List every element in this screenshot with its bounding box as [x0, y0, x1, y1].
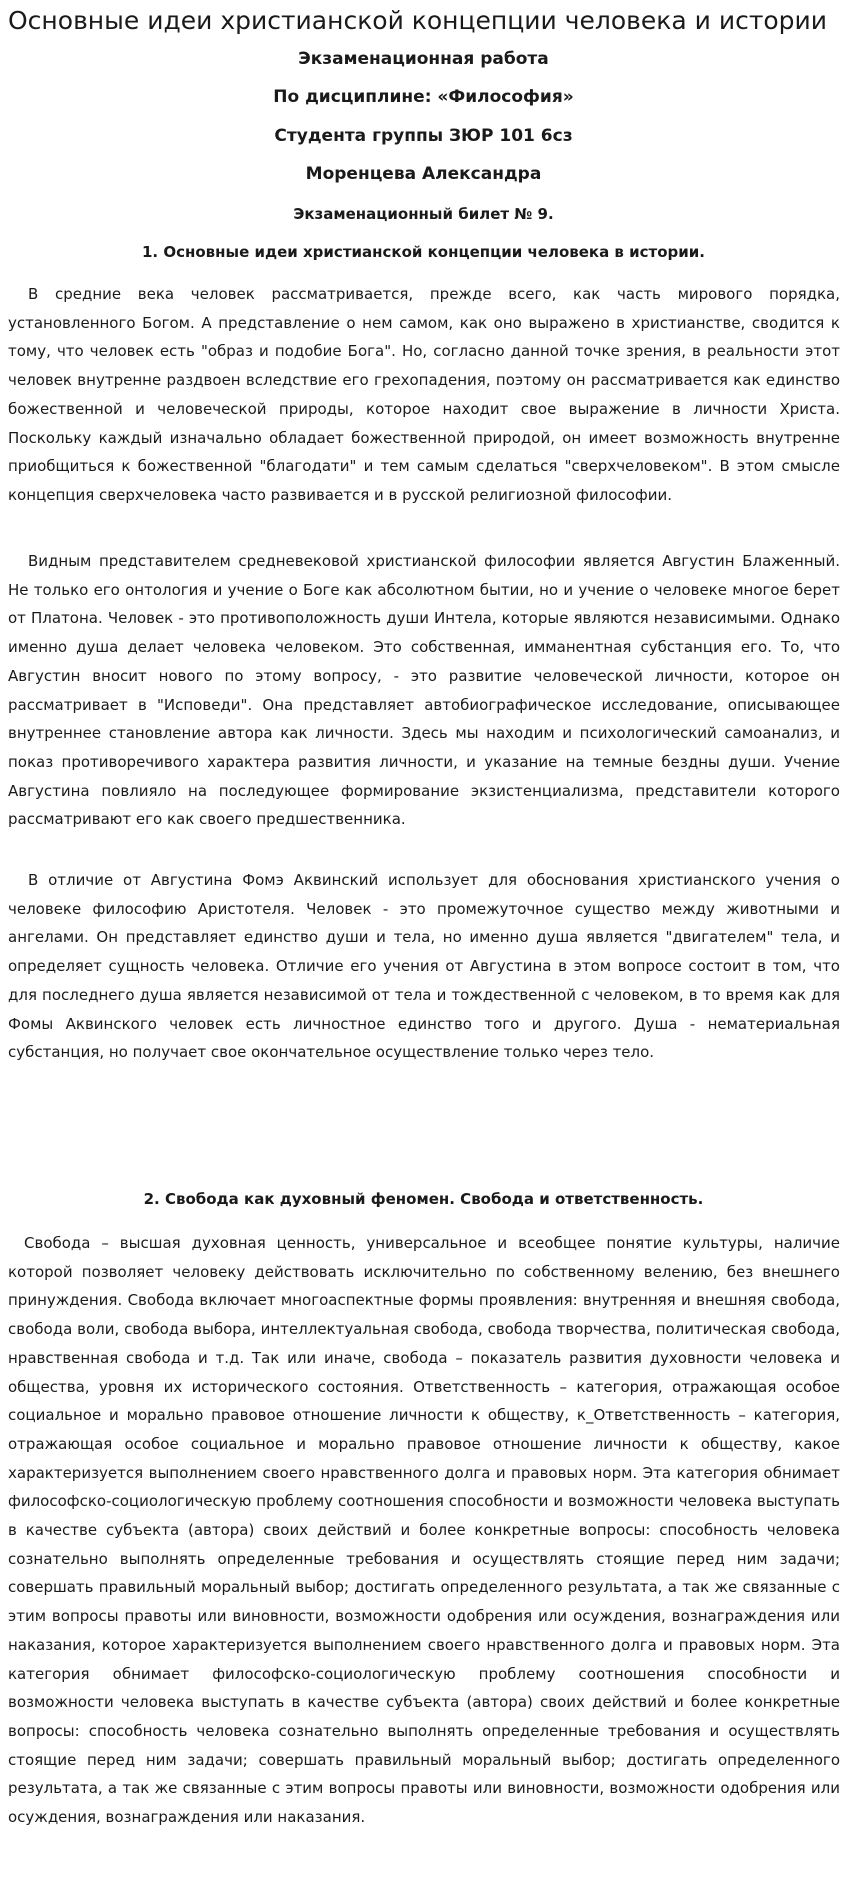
student-group-line: Студента группы ЗЮР 101 6сз	[274, 126, 573, 146]
section-1-heading: 1. Основные идеи христианской концепции человека в истории.	[141, 243, 706, 261]
section-1-paragraph: Видным представителем средневековой христианской философии является Августин Блаженный. Не только его онтология и учение о Боге как абсолютном бытии, но и учение о человеке многое берет от Платона. Человек - это противоположность души Интела, которые являются независимыми. Однако именно душа делает человека человеком. Это собственная, имманентная субстанция его. То, что Августин вносит нового по этому вопросу, - это развитие человеческой личности, которое он рассматривает в "Исповеди". Она представляет автобиографическое исследование, описывающее внутреннее становление автора как личности. Здесь мы находим и психологический самоанализ, и показ противоречивого характера развития личности, и указание на темные бездны души. Учение Августина повлияло на последующее формирование экзистенциализма, представители которого рассматривают его как своего предшественника.	[8, 552, 840, 829]
page-title: Основные идеи христианской концепции человека и истории	[8, 6, 828, 35]
section-1-paragraph: В отличие от Августина Фомэ Аквинский использует для обоснования христианского учения о человеке философию Аристотеля. Человек - это промежуточное существо между животными и ангелами. Он представляет единство души и тела, но именно душа является "двигателем" тела, и определяет сущность человека. Отличие его учения от Августина в этом вопросе состоит в том, что для последнего душа является независимой от тела и тождественной с человеком, в то время как для Фомы Аквинского человек есть личностное единство того и другого. Душа - нематериальная субстанция, но получает свое окончательное осуществление только через тело.	[8, 871, 840, 1062]
student-name: Моренцева Александра	[305, 164, 542, 184]
section-2-heading: 2. Свобода как духовный феномен. Свобода и ответственность.	[143, 1190, 704, 1208]
discipline-line: По дисциплине: «Философия»	[273, 87, 574, 107]
ticket-number: Экзаменационный билет № 9.	[293, 205, 554, 223]
section-2-paragraph: Свобода – высшая духовная ценность, универсальное и всеобщее понятие культуры, наличие которой позволяет человеку действовать исключительно по собственному велению, без внешнего принуждения. Свобода включает многоаспектные формы проявления: внутренняя и внешняя свобода, свобода воли, свобода выбора, интеллектуальная свобода, свобода творчества, политическая свобода, нравственная свобода и т.д. Так или иначе, свобода – показатель развития духовности человека и общества, уровня их исторического состояния. Ответственность – категория, отражающая особое социальное и морально правовое отношение личности к обществу, к_Ответственность – категория, отражающая особое социальное и морально правовое отношение личности к обществу, какое характеризуется выполнением своего нравственного долга и правовых норм. Эта категория обнимает философско-социологическую проблему соотношения способности и возможности человека выступать в качестве субъекта (автора) своих действий и более конкретные вопросы: способность человека сознательно выполнять определенные требования и осуществлять стоящие перед ним задачи; совершать правильный моральный выбор; достигать определенного результата, а так же связанные с этим вопросы правоты или виновности, возможности одобрения или осуждения, вознаграждения или наказания, которое характеризуется выполнением своего нравственного долга и правовых норм. Эта категория обнимает философско-социологическую проблему соотношения способности и возможности человека выступать в качестве субъекта (автора) своих действий и более конкретные вопросы: способность человека сознательно выполнять определенные требования и осуществлять стоящие перед ним задачи; совершать правильный моральный выбор; достигать определенного результата, а так же связанные с этим вопросы правоты или виновности, возможности одобрения или осуждения, вознаграждения или наказания.	[8, 1234, 840, 1827]
section-1-paragraph: В средние века человек рассматривается, прежде всего, как часть мирового порядка, установленного Богом. А представление о нем самом, как оно выражено в христианстве, сводится к тому, что человек есть "образ и подобие Бога". Но, согласно данной точке зрения, в реальности этот человек внутренне раздвоен вследствие его грехопадения, поэтому он рассматривается как единство божественной и человеческой природы, которое находит свое выражение в личности Христа. Поскольку каждый изначально обладает божественной природой, он имеет возможность внутренне приобщиться к божественной "благодати" и тем самым сделаться "сверхчеловеком". В этом смысле концепция сверхчеловека часто развивается и в русской религиозной философии.	[8, 285, 840, 504]
exam-work-heading: Экзаменационная работа	[298, 49, 549, 69]
